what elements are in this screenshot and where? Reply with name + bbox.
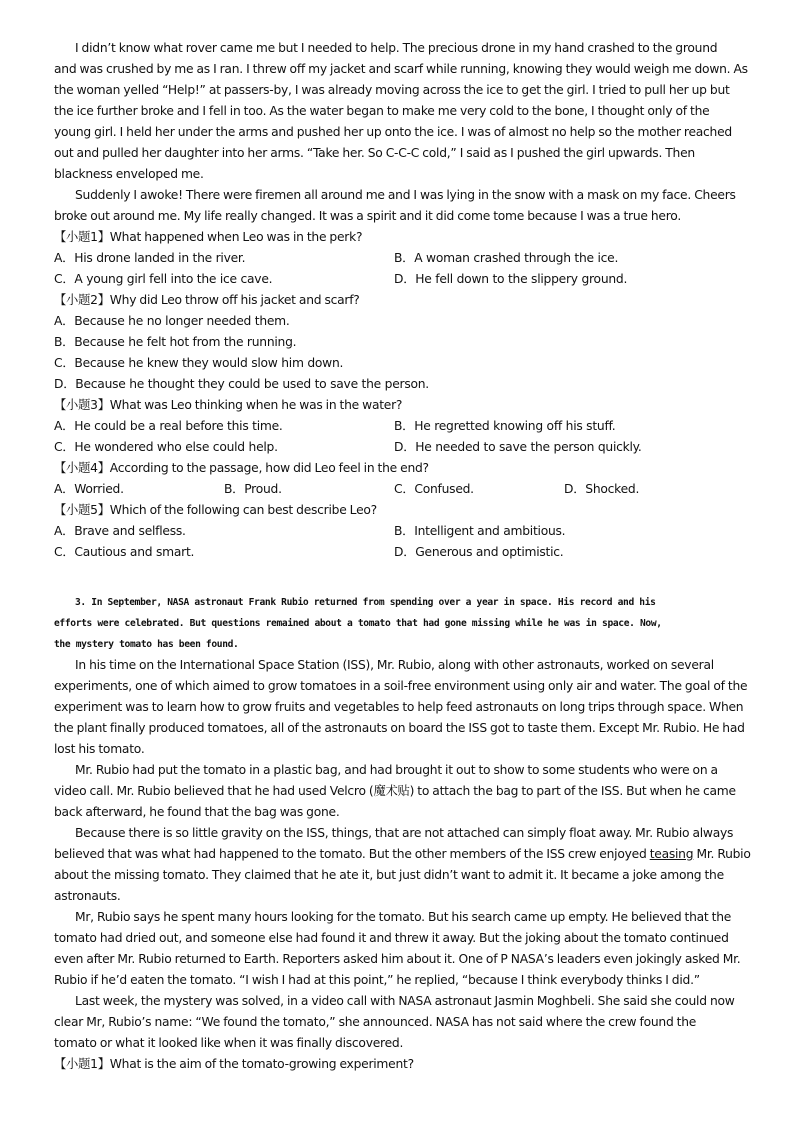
passage3-p4-line3: even after Mr. Rubio returned to Earth. Reporters asked him about it. One of P NASA’s leaders even jokingly asked Mr.	[54, 952, 741, 966]
passage3-p3-line1: Because there is so little gravity on the ISS, things, that are not attached can simply float away. Mr. Rubio always	[75, 826, 734, 840]
passage3-p1-line4: the plant finally produced tomatoes, all of the astronauts on board the ISS got to taste them. Except Mr. Rubio. He had	[54, 721, 745, 735]
passage2-p1-line1: I didn’t know what rover came me but I needed to help. The precious drone in my hand crashed to the ground	[75, 41, 718, 55]
question-2-option-c: C．Because he knew they would slow him down.	[54, 356, 344, 370]
passage3-p1-line3: experiment was to learn how to grow fruits and vegetables to help feed astronauts on long trips through space. When	[54, 700, 744, 714]
passage3-p1-line5: lost his tomato.	[54, 742, 145, 756]
passage3-p3-line2	[54, 844, 751, 865]
passage3-intro-line2: efforts were celebrated. But questions remained about a tomato that had gone missing while he was in space. Now,	[54, 618, 662, 629]
question-1-option-b: B．A woman crashed through the ice.	[394, 251, 619, 265]
question-2-option-a: A．Because he no longer needed them.	[54, 314, 290, 328]
question-5-option-d: D．Generous and optimistic.	[394, 545, 564, 559]
question-4-option-b: B．Proud.	[224, 482, 282, 496]
passage3-p3-line3: about the missing tomato. They claimed that he ate it, but just didn’t want to admit it. It became a joke among the	[54, 868, 724, 882]
question-1-stem: 【小题1】What happened when Leo was in the perk?	[54, 230, 363, 244]
passage3-p1-line2: experiments, one of which aimed to grow tomatoes in a soil-free environment using only air and water. The goal of the	[54, 679, 748, 693]
passage3-intro-line3: the mystery tomato has been found.	[54, 639, 239, 650]
passage3-p4-line1: Mr, Rubio says he spent many hours looking for the tomato. But his search came up empty. He believed that the	[75, 910, 732, 924]
question-5-option-b: B．Intelligent and ambitious.	[394, 524, 566, 538]
passage3-p3-line2-text: believed that was what had happened to the tomato. But the other members of the ISS crew enjoyed	[54, 847, 647, 861]
passage2-p1-line2: and was crushed by me as I ran. I threw off my jacket and scarf while running, knowing they would weigh me down. As	[54, 62, 748, 76]
question-3-option-a: A．He could be a real before this time.	[54, 419, 283, 433]
question-3-option-c: C．He wondered who else could help.	[54, 440, 278, 454]
question-5-option-a: A．Brave and selfless.	[54, 524, 186, 538]
passage3-p1-line1: In his time on the International Space Station (ISS), Mr. Rubio, along with other astronauts, worked on several	[75, 658, 714, 672]
question-3-stem: 【小题3】What was Leo thinking when he was in the water?	[54, 398, 403, 412]
question-2-option-d: D．Because he thought they could be used to save the person.	[54, 377, 429, 391]
passage3-p3-line2-tail: Mr. Rubio	[696, 847, 751, 861]
question-4-option-d: D．Shocked.	[564, 482, 640, 496]
passage2-p1-line7: blackness enveloped me.	[54, 167, 204, 181]
question-1-option-a: A．His drone landed in the river.	[54, 251, 246, 265]
passage3-p5-line2: clear Mr, Rubio’s name: “We found the tomato,” she announced. NASA has not said where the crew found the	[54, 1015, 697, 1029]
passage3-p4-line2: tomato had dried out, and someone else had found it and threw it away. But the joking about the tomato continued	[54, 931, 729, 945]
passage3-p4-line4: Rubio if he’d eaten the tomato. “I wish I had at this point,” he replied, “because I think everybody thinks I did.”	[54, 973, 700, 987]
passage3-intro-line1: 3. In September, NASA astronaut Frank Rubio returned from spending over a year in space. His record and his	[75, 597, 656, 608]
question-4-option-a: A．Worried.	[54, 482, 124, 496]
question-5-stem: 【小题5】Which of the following can best describe Leo?	[54, 503, 377, 517]
passage2-p1-line5: young girl. I held her under the arms and pushed her up onto the ice. I was of almost no help so the mother reached	[54, 125, 732, 139]
question-3-option-d: D．He needed to save the person quickly.	[394, 440, 642, 454]
passage3-p2-line1: Mr. Rubio had put the tomato in a plastic bag, and had brought it out to show to some students who were on a	[75, 763, 718, 777]
passage3-question-1-stem: 【小题1】What is the aim of the tomato-growing experiment?	[54, 1057, 414, 1071]
question-1-option-d: D．He fell down to the slippery ground.	[394, 272, 628, 286]
underlined-word-teasing: teasing	[649, 847, 694, 861]
question-3-option-b: B．He regretted knowing off his stuff.	[394, 419, 616, 433]
question-4-stem: 【小题4】According to the passage, how did Leo feel in the end?	[54, 461, 429, 475]
passage2-p1-line6: out and pulled her daughter into her arms. “Take her. So C-C-C cold,” I said as I pushed the girl upwards. Then	[54, 146, 695, 160]
passage3-p2-line2: video call. Mr. Rubio believed that he had used Velcro (魔术贴) to attach the bag to part of the ISS. But when he came	[54, 784, 736, 798]
question-2-option-b: B．Because he felt hot from the running.	[54, 335, 297, 349]
passage3-p2-line3: back afterward, he found that the bag was gone.	[54, 805, 340, 819]
passage3-p5-line1: Last week, the mystery was solved, in a video call with NASA astronaut Jasmin Moghbeli. She said she could now	[75, 994, 735, 1008]
question-2-stem: 【小题2】Why did Leo throw off his jacket and scarf?	[54, 293, 360, 307]
question-1-option-c: C．A young girl fell into the ice cave.	[54, 272, 273, 286]
passage2-p1-line4: the ice further broke and I fell in too. As the water began to make me very cold to the bone, I thought only of the	[54, 104, 710, 118]
passage2-p1-line3: the woman yelled “Help!” at passers-by, I was already moving across the ice to get the girl. I tried to pull her up but	[54, 83, 730, 97]
passage2-p2-line2: broke out around me. My life really changed. It was a spirit and it did come tome because I was a true hero.	[54, 209, 681, 223]
question-4-option-c: C．Confused.	[394, 482, 474, 496]
passage2-p2-line1: Suddenly I awoke! There were firemen all around me and I was lying in the snow with a mask on my face. Cheers	[75, 188, 736, 202]
passage3-p3-line4: astronauts.	[54, 889, 121, 903]
passage3-p5-line3: tomato or what it looked like when it was finally discovered.	[54, 1036, 404, 1050]
question-5-option-c: C．Cautious and smart.	[54, 545, 195, 559]
